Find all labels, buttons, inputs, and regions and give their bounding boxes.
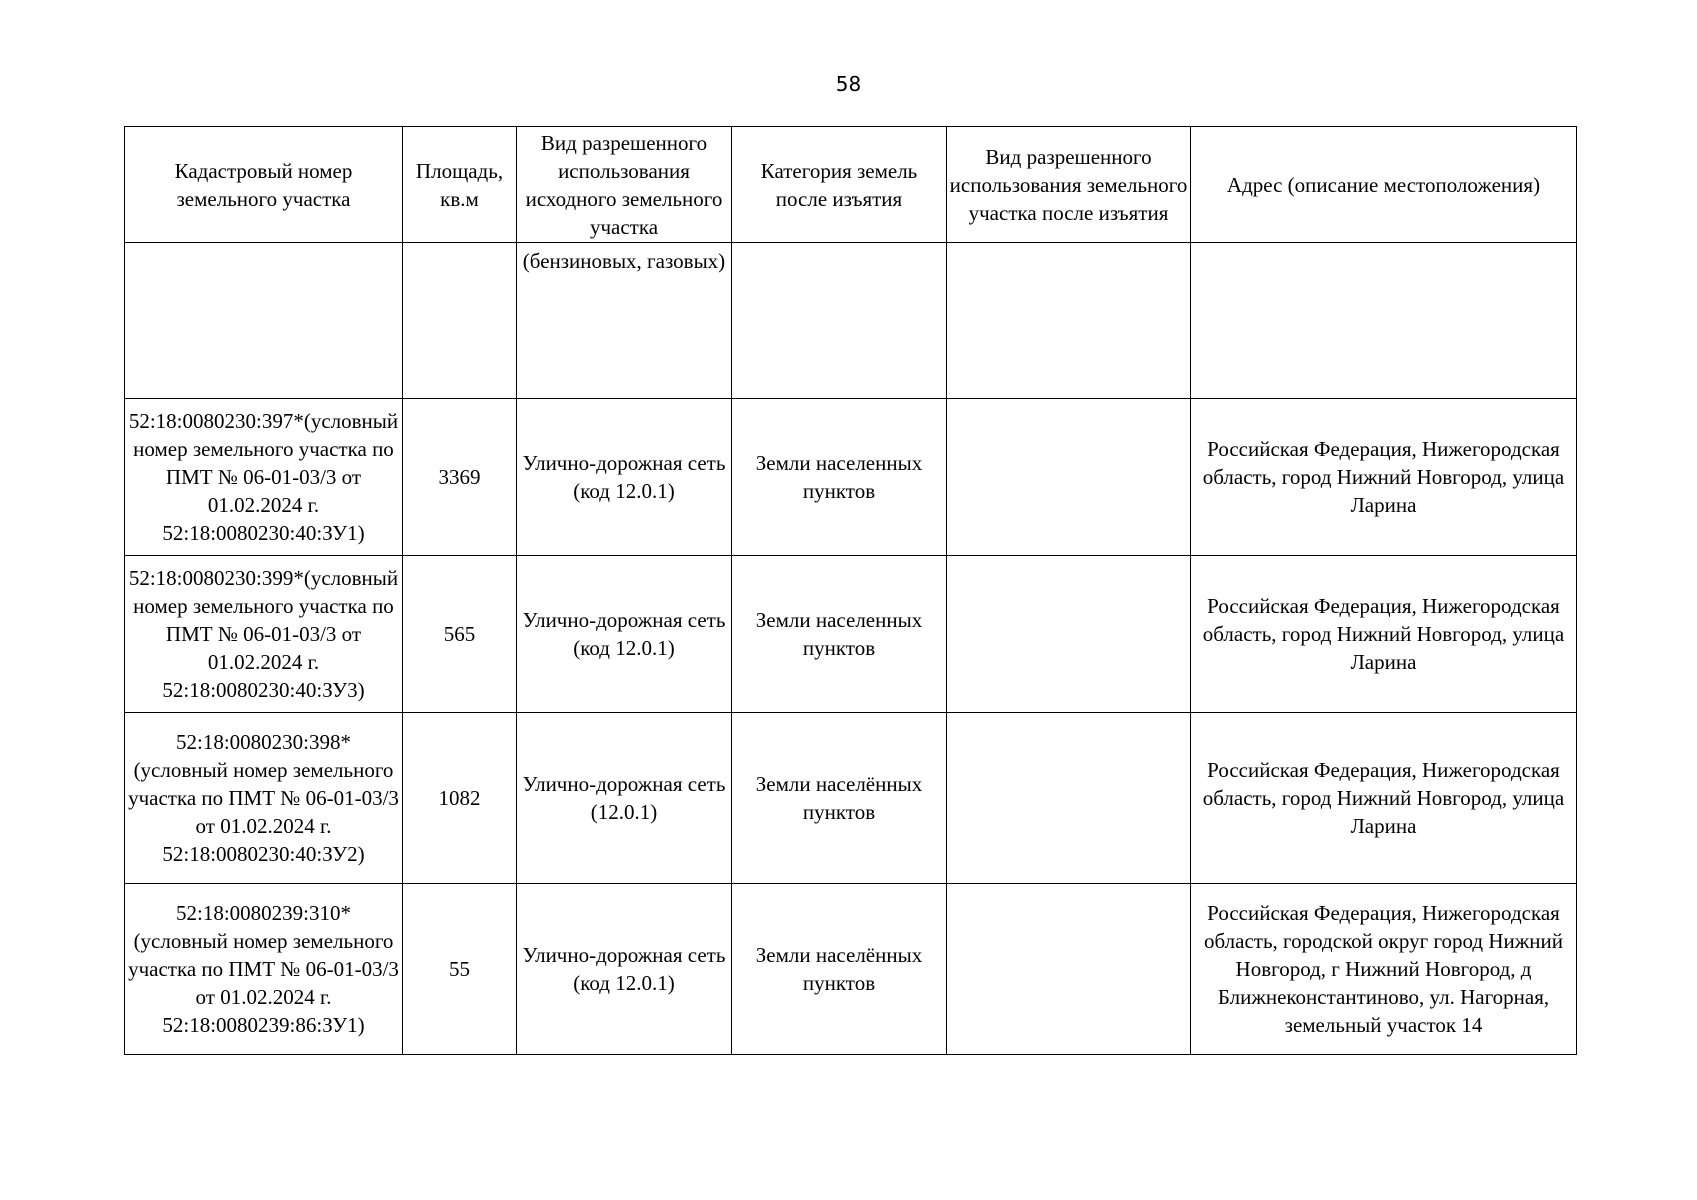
page-number: 58 bbox=[835, 72, 862, 96]
header-cadastral-number: Кадастровый номер земельного участка bbox=[125, 127, 403, 243]
header-use-after: Вид разрешенного использования земельного участка после изъятия bbox=[947, 127, 1191, 243]
cell-area: 3369 bbox=[403, 399, 517, 556]
header-area: Площадь, кв.м bbox=[403, 127, 517, 243]
land-plots-table bbox=[124, 126, 1577, 1055]
table-row bbox=[125, 399, 1577, 556]
cell-use-original: Улично-дорожная сеть (код 12.0.1) bbox=[517, 556, 732, 713]
cell-cadastral-number: 52:18:0080239:310* (условный номер земельного участка по ПМТ № 06-01-03/3 от 01.02.2024 г. 52:18:0080239:86:ЗУ1) bbox=[125, 884, 403, 1055]
cell-land-category: Земли населенных пунктов bbox=[732, 556, 947, 713]
cell-cadastral-number: 52:18:0080230:399*(условный номер земельного участка по ПМТ № 06-01-03/3 от 01.02.2024 г. 52:18:0080230:40:ЗУ3) bbox=[125, 556, 403, 713]
table-row bbox=[125, 713, 1577, 884]
cell-land-category: Земли населённых пунктов bbox=[732, 713, 947, 884]
cell-address: Российская Федерация, Нижегородская область, городской округ город Нижний Новгород, г Нижний Новгород, д Ближнеконстантиново, ул. Нагорная, земельный участок 14 bbox=[1191, 884, 1577, 1055]
cell-address bbox=[1191, 243, 1577, 399]
cell-address: Российская Федерация, Нижегородская область, город Нижний Новгород, улица Ларина bbox=[1191, 713, 1577, 884]
header-address: Адрес (описание местоположения) bbox=[1191, 127, 1577, 243]
cell-land-category: Земли населённых пунктов bbox=[732, 884, 947, 1055]
cell-use-after bbox=[947, 399, 1191, 556]
table-header-row bbox=[125, 127, 1577, 243]
cell-use-original: Улично-дорожная сеть (12.0.1) bbox=[517, 713, 732, 884]
cell-area: 565 bbox=[403, 556, 517, 713]
cell-land-category: Земли населенных пунктов bbox=[732, 399, 947, 556]
cell-use-after bbox=[947, 884, 1191, 1055]
cell-land-category bbox=[732, 243, 947, 399]
cell-area bbox=[403, 243, 517, 399]
cell-cadastral-number: 52:18:0080230:397*(условный номер земельного участка по ПМТ № 06-01-03/3 от 01.02.2024 г. 52:18:0080230:40:ЗУ1) bbox=[125, 399, 403, 556]
cell-use-after bbox=[947, 713, 1191, 884]
cell-cadastral-number bbox=[125, 243, 403, 399]
cell-address: Российская Федерация, Нижегородская область, город Нижний Новгород, улица Ларина bbox=[1191, 399, 1577, 556]
cell-area: 1082 bbox=[403, 713, 517, 884]
cell-area: 55 bbox=[403, 884, 517, 1055]
header-land-category: Категория земель после изъятия bbox=[732, 127, 947, 243]
cell-use-original: Улично-дорожная сеть (код 12.0.1) bbox=[517, 399, 732, 556]
table-row bbox=[125, 884, 1577, 1055]
cell-use-after bbox=[947, 556, 1191, 713]
cell-use-original: (бензиновых, газовых) bbox=[517, 243, 732, 399]
cell-use-after bbox=[947, 243, 1191, 399]
header-use-original: Вид разрешенного использования исходного земельного участка bbox=[517, 127, 732, 243]
cell-use-original: Улично-дорожная сеть (код 12.0.1) bbox=[517, 884, 732, 1055]
table-row-continuation bbox=[125, 243, 1577, 399]
cell-address: Российская Федерация, Нижегородская область, город Нижний Новгород, улица Ларина bbox=[1191, 556, 1577, 713]
table-row bbox=[125, 556, 1577, 713]
cell-cadastral-number: 52:18:0080230:398* (условный номер земельного участка по ПМТ № 06-01-03/3 от 01.02.2024 г. 52:18:0080230:40:ЗУ2) bbox=[125, 713, 403, 884]
